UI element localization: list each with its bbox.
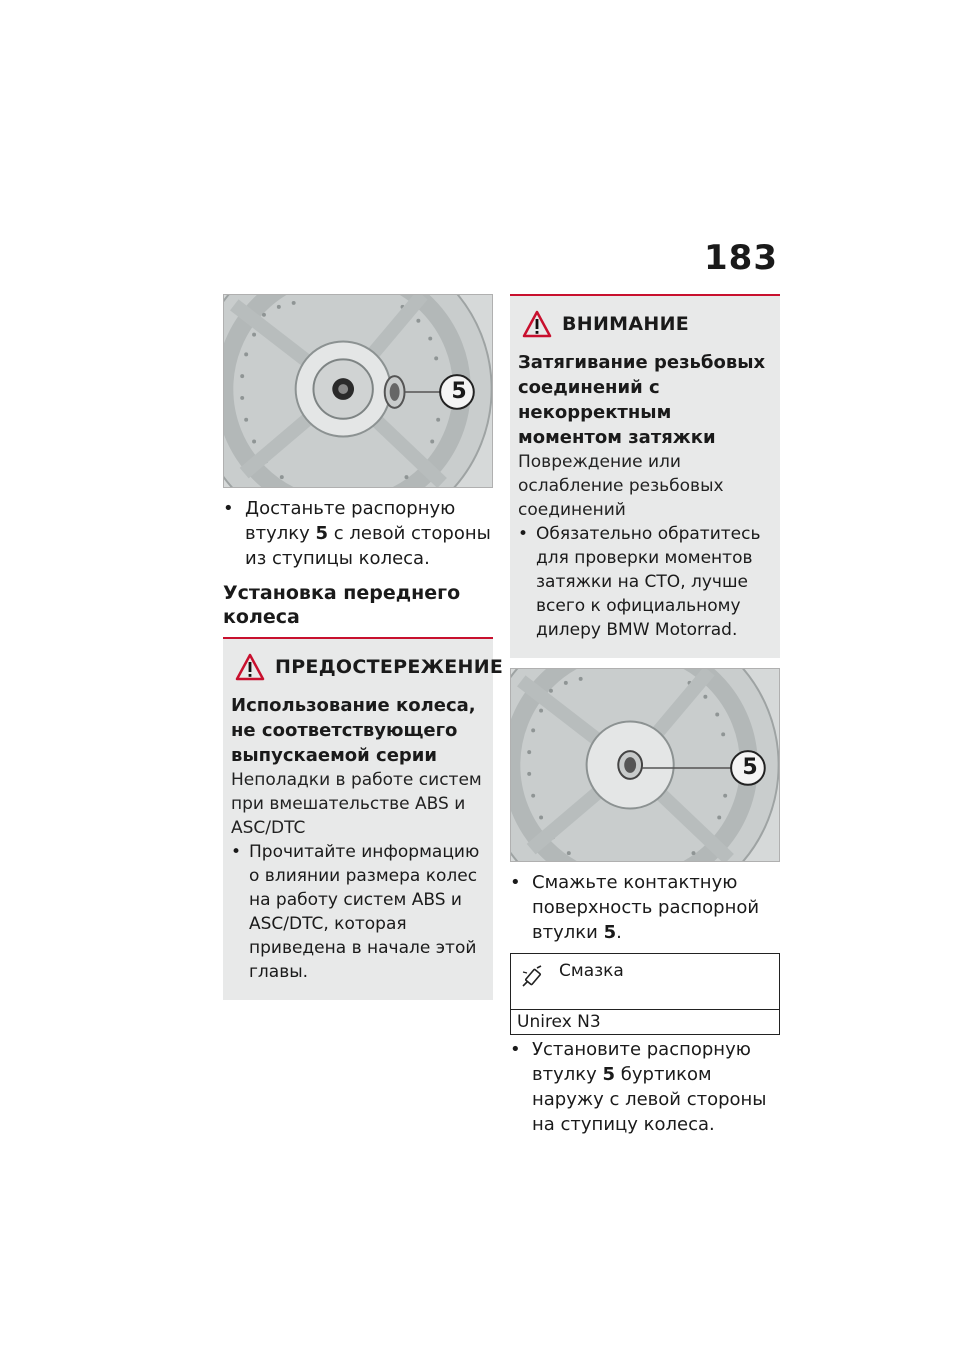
wheel-hub-figure-left (223, 294, 493, 488)
warning-triangle-icon (235, 653, 265, 681)
page-number: 183 (704, 238, 778, 278)
attention-header (518, 310, 772, 338)
attention-label: ВНИМАНИЕ (562, 313, 690, 335)
attention-notice (510, 294, 780, 658)
step-text-pre: Установите распорную втулку (532, 1039, 751, 1085)
wheel-hub-figure-right (510, 668, 780, 862)
step-install-spacer (510, 1037, 780, 1137)
warning-triangle-icon (522, 310, 552, 338)
step-ref: 5 (603, 922, 617, 943)
step-text-post: с левой стороны из ступицы колеса. (245, 523, 491, 569)
step-ref: 5 (315, 523, 329, 544)
caution-bullet-text: Прочитайте информацию о влиянии размера колес на работу систем ABS и ASC/DTC, которая приведена в начале этой главы. (249, 842, 480, 982)
attention-bullet-text: Обязательно обратитесь для проверки моментов затяжки на СТО, лучше всего к официальному дилеру BMW Motorrad. (536, 524, 761, 640)
bullet-dot: • (223, 498, 234, 519)
section-title: Установка переднего колеса (223, 581, 493, 639)
callout-5: 5 (451, 379, 467, 404)
lubricant-label: Смазка (559, 961, 624, 981)
step-text-pre: Достаньте распорную втулку (245, 498, 456, 544)
caution-notice (223, 639, 504, 1000)
lubricant-box (510, 953, 780, 1035)
bullet-dot: • (518, 524, 529, 544)
caution-label: ПРЕДОСТЕРЕЖЕНИЕ (275, 656, 504, 678)
step-grease-spacer (510, 870, 780, 945)
step-remove-spacer (223, 496, 493, 571)
bullet-dot: • (510, 872, 521, 893)
bullet-dot: • (510, 1039, 521, 1060)
step-text-post: буртиком наружу с левой стороны на ступицу колеса. (532, 1064, 767, 1135)
right-column (510, 294, 780, 1137)
attention-title: Затягивание резьбовых соединений с некорректным моментом затяжки (518, 352, 766, 448)
caution-title: Использование колеса, не соответствующего выпускаемой серии (231, 695, 476, 766)
bullet-dot: • (231, 842, 242, 862)
step-text-pre: Смажьте контактную поверхность распорной втулки (532, 872, 760, 943)
caution-header (231, 653, 504, 681)
lubricant-header (511, 954, 779, 1010)
callout-5: 5 (742, 755, 758, 780)
step-text-post: . (616, 922, 622, 943)
grease-gun-icon (519, 964, 545, 990)
attention-text: Повреждение или ослабление резьбовых соединений (518, 452, 724, 520)
attention-bullet (518, 522, 772, 642)
caution-text: Неполадки в работе систем при вмешательстве ABS и ASC/DTC (231, 770, 482, 838)
left-column (223, 294, 504, 1000)
lubricant-value: Unirex N3 (517, 1012, 601, 1032)
step-ref: 5 (602, 1064, 616, 1085)
caution-bullet (231, 840, 485, 984)
